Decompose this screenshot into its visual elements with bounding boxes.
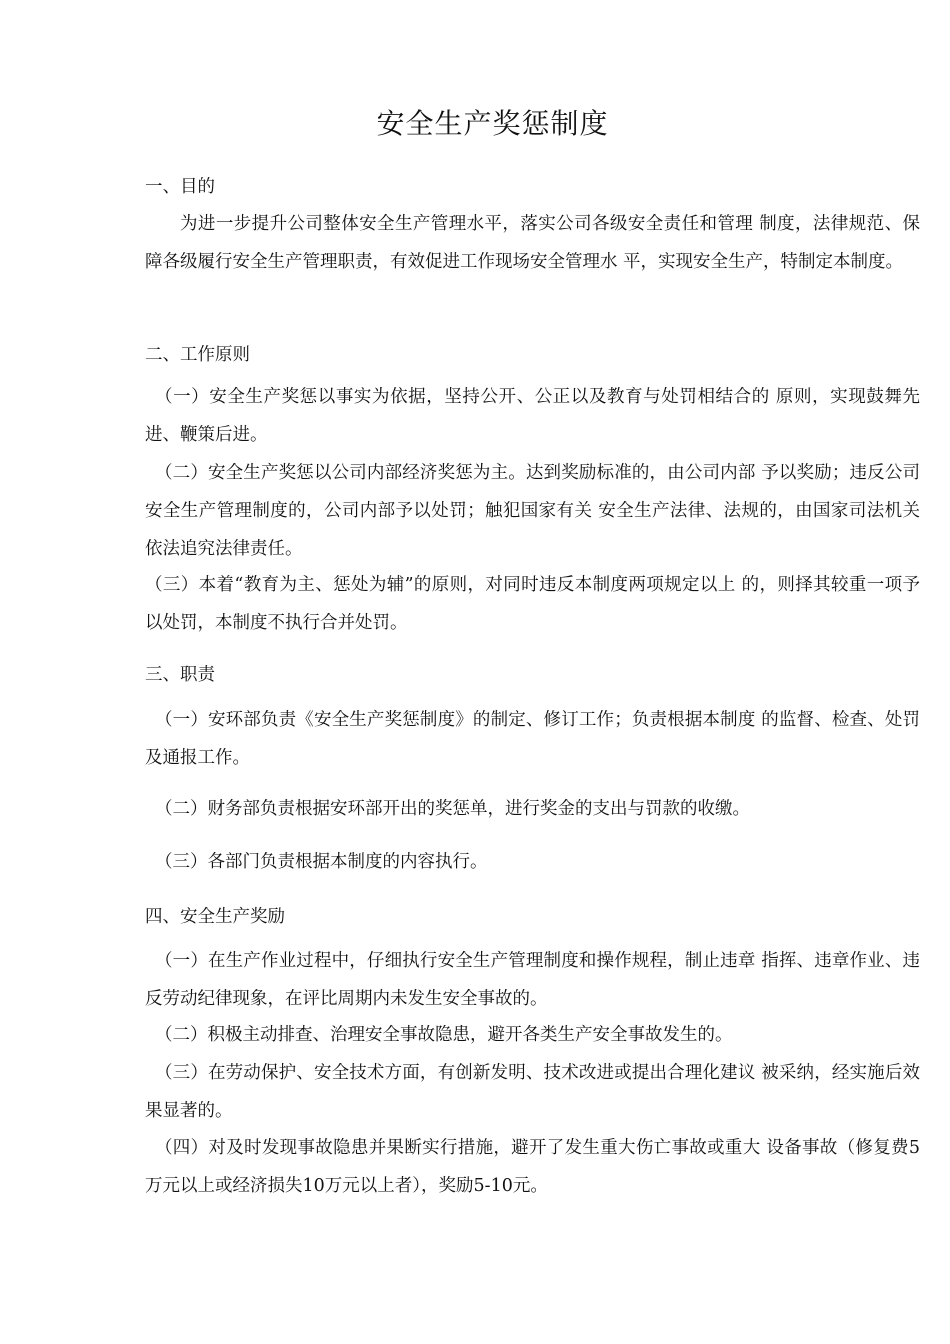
- section-heading-purpose: 一、目的: [145, 177, 215, 197]
- document-title: 安全生产奖惩制度: [376, 107, 609, 140]
- section-heading-principles: 二、工作原则: [145, 345, 250, 365]
- paragraph-reward-2: （二）积极主动排查、治理安全事故隐患，避开各类生产安全事故发生的。: [155, 1025, 733, 1045]
- paragraph-duty-1: （一）安环部负责《安全生产奖惩制度》的制定、修订工作；负责根据本制度 的监督、检查、处罚及通报工作。: [145, 710, 920, 768]
- section-heading-duties: 三、职责: [145, 665, 215, 685]
- paragraph-duty-3: （三）各部门负责根据本制度的内容执行。: [155, 852, 488, 872]
- paragraph-purpose: 为进一步提升公司整体安全生产管理水平，落实公司各级安全责任和管理 制度，法律规范、保障各级履行安全生产管理职责，有效促进工作现场安全管理水 平，实现安全生产，特制定本制度。: [145, 214, 920, 272]
- paragraph-reward-1: （一）在生产作业过程中，仔细执行安全生产管理制度和操作规程，制止违章 指挥、违章作业、违反劳动纪律现象，在评比周期内未发生安全事故的。: [145, 951, 920, 1009]
- section-heading-rewards: 四、安全生产奖励: [145, 907, 285, 927]
- paragraph-duty-2: （二）财务部负责根据安环部开出的奖惩单，进行奖金的支出与罚款的收缴。: [155, 799, 750, 819]
- paragraph-principle-1: （一）安全生产奖惩以事实为依据，坚持公开、公正以及教育与处罚相结合的 原则，实现鼓舞先进、鞭策后进。: [145, 387, 920, 445]
- paragraph-reward-4: （四）对及时发现事故隐患并果断实行措施，避开了发生重大伤亡事故或重大 设备事故（修复费5万元以上或经济损失10万元以上者），奖励5-10元。: [145, 1138, 920, 1196]
- paragraph-principle-2: （二）安全生产奖惩以公司内部经济奖惩为主。达到奖励标准的，由公司内部 予以奖励；违反公司安全生产管理制度的，公司内部予以处罚；触犯国家有关 安全生产法律、法规的，由国家司法机关依法追究法律责任。: [145, 463, 920, 559]
- paragraph-reward-3: （三）在劳动保护、安全技术方面，有创新发明、技术改进或提出合理化建议 被采纳，经实施后效果显著的。: [145, 1063, 920, 1121]
- paragraph-principle-3: （三）本着“教育为主、惩处为辅”的原则，对同时违反本制度两项规定以上 的，则择其较重一项予以处罚，本制度不执行合并处罚。: [145, 575, 920, 633]
